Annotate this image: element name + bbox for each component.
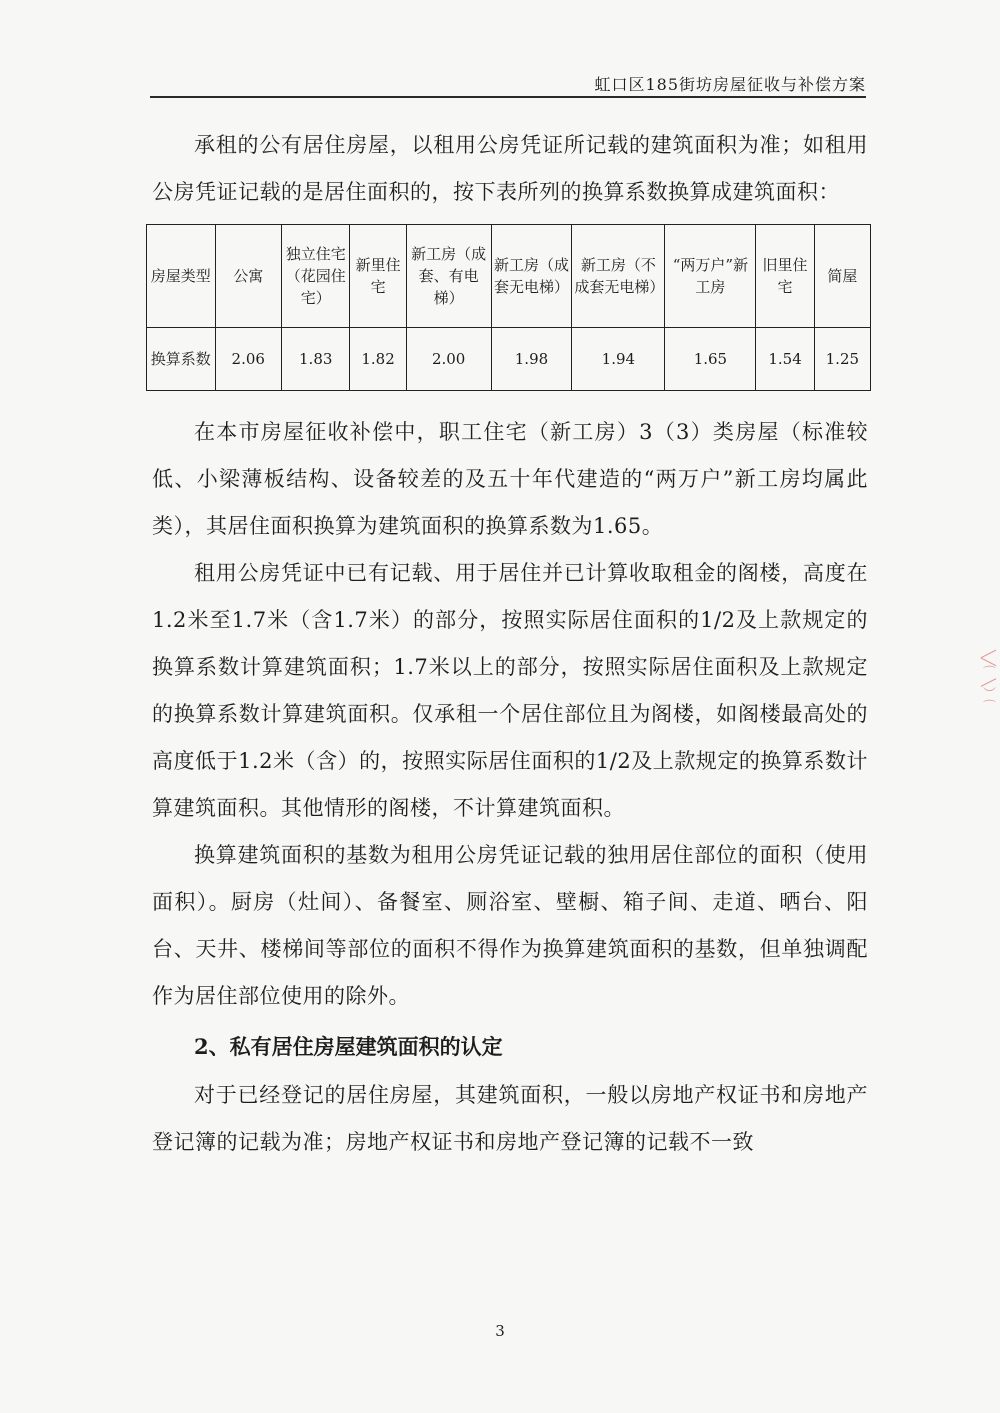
header-title: 虹口区185街坊房屋征收与补偿方案 — [594, 75, 866, 94]
table-cell-type: 旧里住宅 — [756, 225, 814, 328]
paragraph: 对于已经登记的居住房屋，其建筑面积，一般以房地产权证书和房地产登记簿的记载为准；房地产权证书和房地产登记簿的记载不一致 — [152, 1083, 868, 1154]
table-cell-coef: 2.00 — [406, 328, 491, 391]
table-cell-type: 公寓 — [215, 225, 281, 328]
table-cell-type: 简屋 — [814, 225, 870, 328]
table-cell-type: “两万户”新工房 — [665, 225, 756, 328]
paragraph: 换算建筑面积的基数为租用公房凭证记载的独用居住部位的面积（使用面积）。厨房（灶间）、备餐室、厕浴室、壁橱、箱子间、走道、晒台、阳台、天井、楼梯间等部位的面积不得作为换算建筑面积的基数，但单独调配作为居住部位使用的除外。 — [152, 843, 868, 1008]
table-cell-type: 新工房（不成套无电梯） — [572, 225, 665, 328]
table-cell-coef: 1.25 — [814, 328, 870, 391]
conversion-coefficient-table — [146, 224, 871, 391]
table-cell-coef: 1.82 — [350, 328, 406, 391]
paragraph: 租用公房凭证中已有记载、用于居住并已计算收取租金的阁楼，高度在1.2米至1.7米（含1.7米）的部分，按照实际居住面积的1/2及上款规定的换算系数计算建筑面积；1.7米以上的部分，按照实际居住面积及上款规定的换算系数计算建筑面积。仅承租一个居住部位且为阁楼，如阁楼最高处的高度低于1.2米（含）的，按照实际居住面积的1/2及上款规定的换算系数计算建筑面积。其他情形的阁楼，不计算建筑面积。 — [152, 561, 868, 820]
table-cell-coef: 1.94 — [572, 328, 665, 391]
table-row-types — [147, 225, 871, 328]
table-cell-coef: 1.54 — [756, 328, 814, 391]
table-cell-coef: 2.06 — [215, 328, 281, 391]
table-cell-coef: 1.65 — [665, 328, 756, 391]
table-cell-type: 新工房（成套无电梯） — [491, 225, 572, 328]
page-number: 3 — [495, 1322, 505, 1340]
table-cell-type: 新工房（成套、有电梯） — [406, 225, 491, 328]
section-heading: 2、私有居住房屋建筑面积的认定 — [194, 1034, 503, 1059]
table-cell-coef: 1.83 — [281, 328, 350, 391]
table-cell-type: 新里住宅 — [350, 225, 406, 328]
edge-stamp-mark: ╲╱⌒╲︶⌒ — [980, 650, 995, 713]
table-cell-row-label: 换算系数 — [147, 328, 216, 391]
paragraph: 承租的公有居住房屋，以租用公房凭证所记载的建筑面积为准；如租用公房凭证记载的是居住面积的，按下表所列的换算系数换算成建筑面积： — [152, 133, 868, 204]
table-cell-type: 独立住宅（花园住宅） — [281, 225, 350, 328]
table-cell-coef: 1.98 — [491, 328, 572, 391]
table-row-coefficients — [147, 328, 871, 391]
page-header — [150, 70, 866, 98]
paragraph: 在本市房屋征收补偿中，职工住宅（新工房）3（3）类房屋（标准较低、小梁薄板结构、设备较差的及五十年代建造的“两万户”新工房均属此类），其居住面积换算为建筑面积的换算系数为1.65。 — [152, 420, 868, 538]
table-cell-row-label: 房屋类型 — [147, 225, 216, 328]
document-body — [152, 122, 868, 1166]
